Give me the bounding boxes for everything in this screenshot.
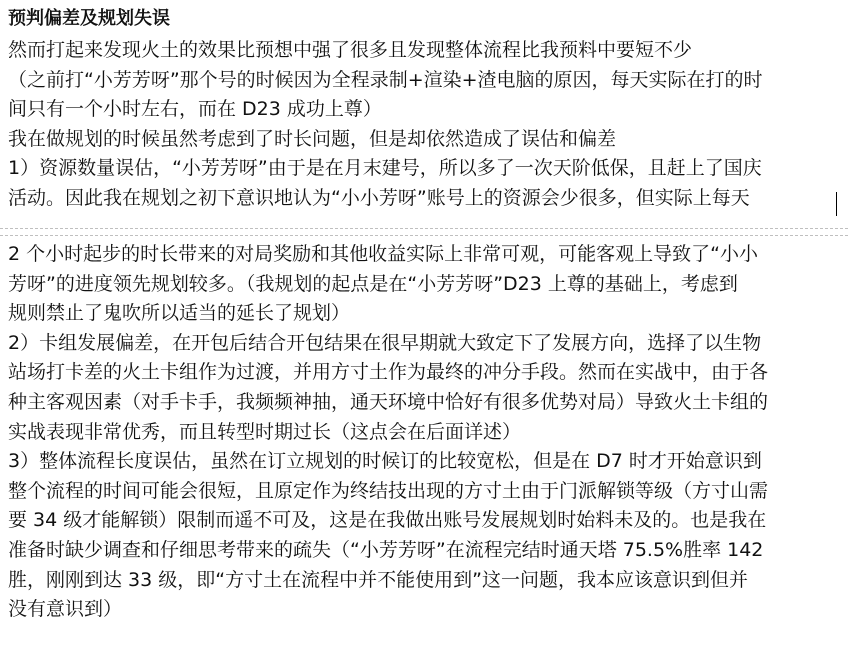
- page-break-line: [0, 228, 848, 229]
- text-line: 2）卡组发展偏差，在开包后结合开包结果在很早期就大致定下了发展方向，选择了以生物: [8, 331, 762, 354]
- text-line: 胜，刚刚到达 33 级，即“方寸土在流程中并不能使用到”这一问题，我本应该意识到但并: [8, 568, 748, 591]
- text-line: 间只有一个小时左右，而在 D23 成功上尊）: [8, 98, 382, 121]
- text-line: 我在做规划的时候虽然考虑到了时长问题，但是却依然造成了误估和偏差: [8, 127, 617, 150]
- text-line: 3）整体流程长度误估，虽然在订立规划的时候订的比较宽松，但是在 D7 时才开始意识到: [8, 450, 762, 473]
- text-line: 1）资源数量误估，“小芳芳呀”由于是在月末建号，所以多了一次天阶低保，且赶上了国庆: [8, 157, 762, 180]
- text-block-upper[interactable]: [8, 36, 840, 214]
- page-break-separator: [0, 226, 848, 238]
- text-cursor: [836, 192, 837, 216]
- text-line: 2 个小时起步的时长带来的对局奖励和其他收益实际上非常可观，可能客观上导致了“小小: [8, 243, 758, 265]
- text-block-lower[interactable]: [8, 240, 840, 625]
- text-line: （之前打“小芳芳呀”那个号的时候因为全程录制+渲染+渣电脑的原因，每天实际在打的时: [8, 68, 763, 91]
- text-line: 整个流程的时间可能会很短，且原定作为终结技出现的方寸土由于门派解锁等级（方寸山需: [8, 479, 769, 502]
- text-line: 活动。因此我在规划之初下意识地认为“小小芳呀”账号上的资源会少很多，但实际上每天: [8, 186, 750, 209]
- page-break-line: [0, 235, 848, 236]
- text-line: 规则禁止了鬼吹所以适当的延长了规划）: [8, 302, 351, 325]
- text-line: 准备时缺少调查和仔细思考带来的疏失（“小芳芳呀”在流程完结时通天塔 75.5%胜率 142: [8, 538, 764, 561]
- text-line: 种主客观因素（对手卡手，我频频神抽，通天环境中恰好有很多优势对局）导致火土卡组的: [8, 390, 769, 413]
- text-line: 然而打起来发现火土的效果比预想中强了很多且发现整体流程比我预料中要短不少: [8, 39, 693, 61]
- text-line: 没有意识到）: [8, 598, 123, 621]
- section-heading: 预判偏差及规划失误: [8, 8, 170, 29]
- text-line: 站场打卡差的火土卡组作为过渡，并用方寸土作为最终的冲分手段。然而在实战中，由于各: [8, 361, 769, 384]
- text-line: 实战表现非常优秀，而且转型时期过长（这点会在后面详述）: [8, 420, 522, 443]
- text-line: 要 34 级才能解锁）限制而遥不可及，这是在我做出账号发展规划时始料未及的。也是我在: [8, 509, 767, 532]
- text-line: 芳呀”的进度领先规划较多。（我规划的起点是在“小芳芳呀”D23 上尊的基础上，考虑到: [8, 272, 738, 295]
